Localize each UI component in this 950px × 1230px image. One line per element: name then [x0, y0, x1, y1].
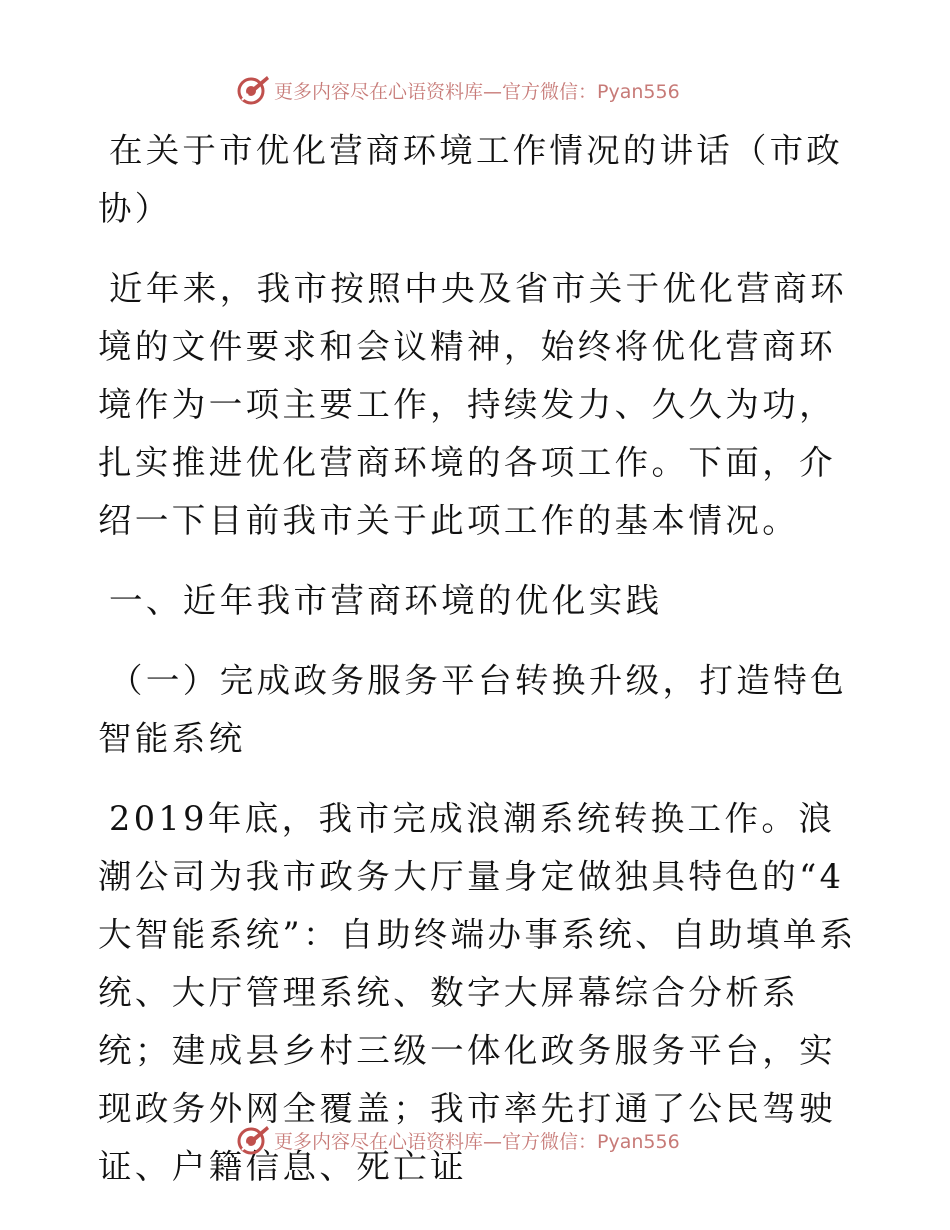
pen-seal-icon	[236, 73, 270, 107]
pen-seal-icon	[236, 1123, 270, 1157]
watermark-banner-bottom	[236, 1120, 680, 1160]
document-body	[98, 122, 858, 1218]
subsection-heading-1: （一）完成政务服务平台转换升级，打造特色智能系统	[98, 661, 847, 758]
document-title: 在关于市优化营商环境工作情况的讲话（市政协）	[98, 131, 843, 228]
watermark-text: 更多内容尽在心语资料库—官方微信：Pyan556	[274, 1130, 680, 1153]
watermark-text: 更多内容尽在心语资料库—官方微信：Pyan556	[274, 80, 680, 103]
section-heading-1: 一、近年我市营商环境的优化实践	[109, 581, 663, 620]
watermark-banner-top	[236, 70, 680, 110]
paragraph-intro: 近年来，我市按照中央及省市关于优化营商环境的文件要求和会议精神，始终将优化营商环境作为一项主要工作，持续发力、久久为功，扎实推进优化营商环境的各项工作。下面，介绍一下目前我市关于此项工作的基本情况。	[98, 269, 847, 540]
paragraph-body-1: 2019年底，我市完成浪潮系统转换工作。浪潮公司为我市政务大厅量身定做独具特色的“4大智能系统”：自助终端办事系统、自助填单系统、大厅管理系统、数字大屏幕综合分析系统；建成县乡村三级一体化政务服务平台，实现政务外网全覆盖；我市率先打通了公民驾驶证、户籍信息、死亡证	[98, 799, 857, 1186]
